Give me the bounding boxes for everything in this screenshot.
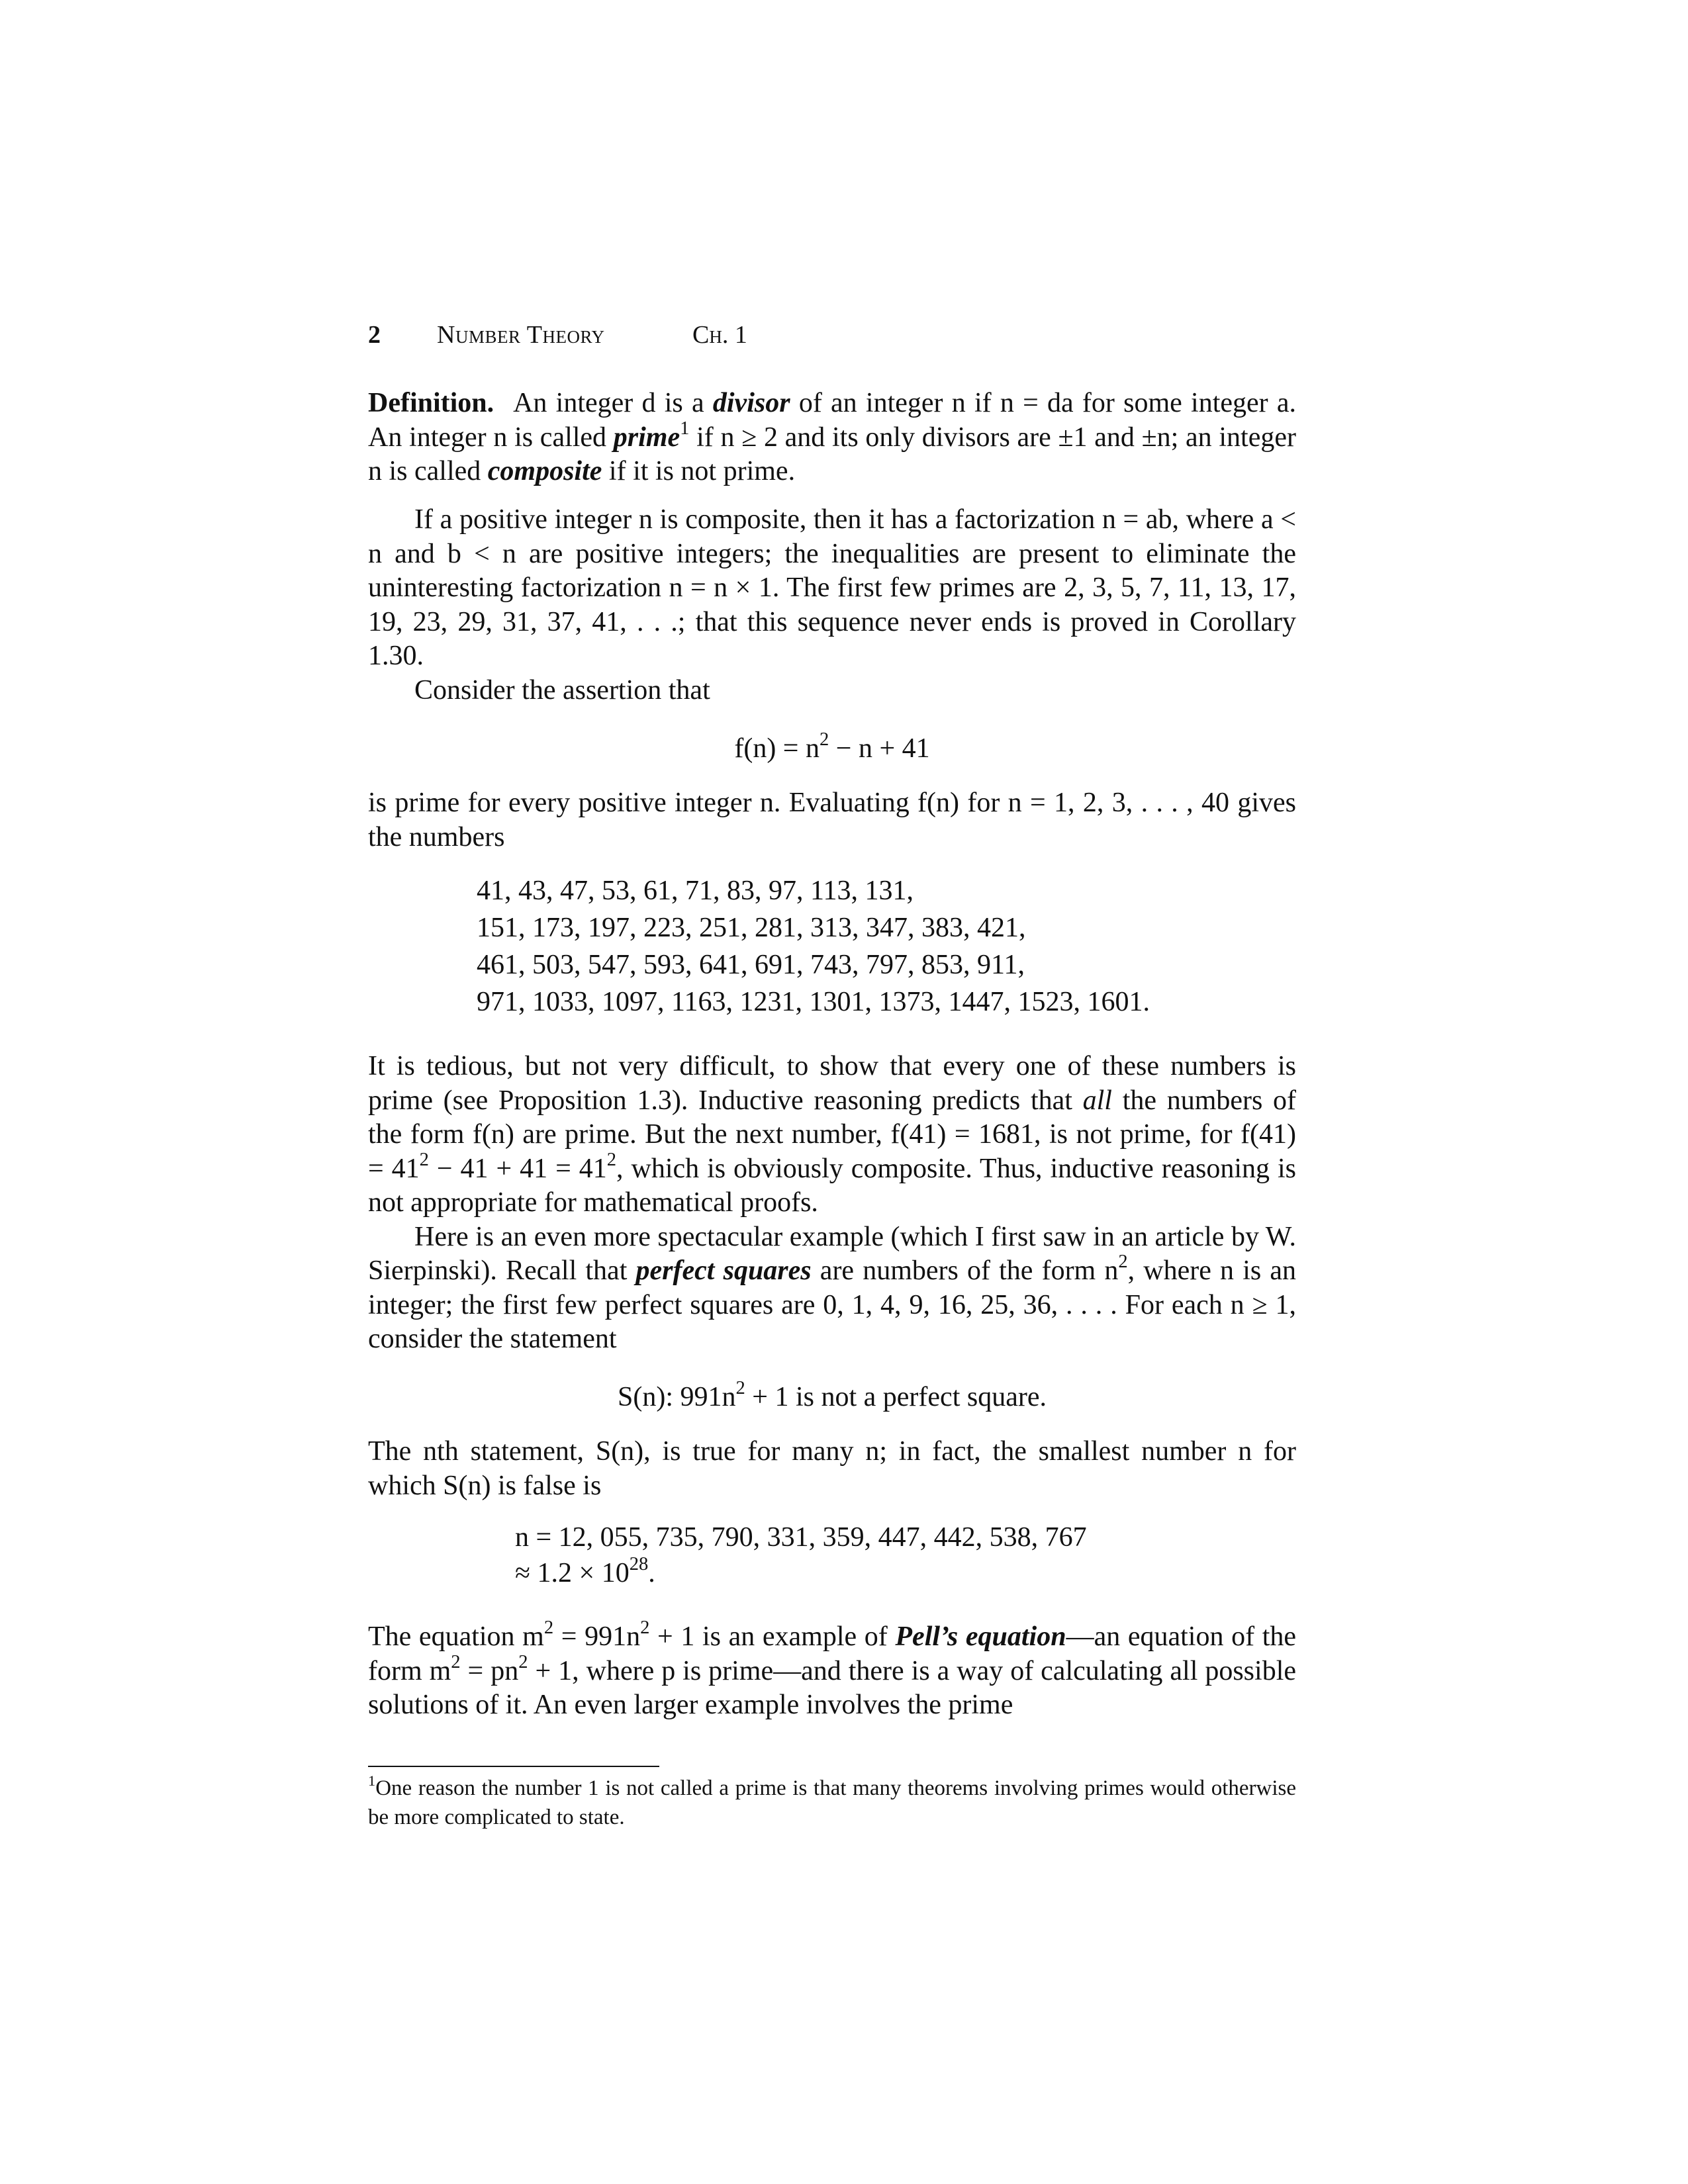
- pell-text-e: = pn: [460, 1655, 519, 1686]
- sierpinski-text-c: , where n is an integer; the first few perfect squares are 0, 1, 4, 9, 16, 25, 36, . . . . For each n ≥ 1, consider the statement: [368, 1255, 1296, 1354]
- term-prime: prime: [613, 422, 680, 453]
- exponent: 2: [735, 1378, 745, 1399]
- formula-f-exp: 2: [820, 729, 829, 751]
- exponent: 2: [543, 1617, 554, 1639]
- composite-paragraph: [368, 503, 1296, 707]
- exponent: 2: [451, 1651, 461, 1672]
- number-row: 971, 1033, 1097, 1163, 1231, 1301, 1373, 1447, 1523, 1601.: [477, 987, 1150, 1017]
- tedious-text-c: − 41 + 41 = 41: [428, 1153, 607, 1184]
- definition-paragraph: [368, 387, 1296, 489]
- tedious-text-a: It is tedious, but not very difficult, to show that every one of these numbers is prime (see Proposition 1.3). Inductive reasoning predicts that: [368, 1051, 1296, 1116]
- formula-f-lhs: f(n) = n: [734, 733, 820, 764]
- consider-text: Consider the assertion that: [414, 674, 710, 705]
- chapter-label: Ch. 1: [692, 321, 747, 349]
- big-number-line-2: ≈ 1.2 × 10: [515, 1558, 630, 1588]
- running-title: Number Theory: [437, 321, 605, 349]
- pell-text-c: + 1 is an example of: [649, 1621, 888, 1652]
- period: .: [648, 1558, 655, 1588]
- big-number-display: [515, 1520, 1087, 1591]
- footnote-text: One reason the number 1 is not called a prime is that many theorems involving primes would otherwise be more complicated to state.: [368, 1776, 1296, 1829]
- exponent: 2: [640, 1617, 650, 1639]
- exponent: 2: [606, 1149, 617, 1170]
- number-row: 151, 173, 197, 223, 251, 281, 313, 347, 383, 421,: [477, 913, 1026, 943]
- sierpinski-text-b: are numbers of the form n: [820, 1255, 1119, 1286]
- pell-text-a: The equation m: [368, 1621, 544, 1652]
- tedious-text-b: the numbers of the form f(n) are prime. But the next number, f(41) = 1681, is not prime, for f(41) = 41: [368, 1085, 1297, 1184]
- nth-paragraph: [368, 1435, 1296, 1503]
- big-number-line-1: n = 12, 055, 735, 790, 331, 359, 447, 442, 538, 767: [515, 1522, 1087, 1553]
- exponent: 28: [629, 1554, 649, 1575]
- definition-label: Definition.: [368, 388, 494, 418]
- page-number: 2: [368, 321, 381, 349]
- term-pells-equation: Pell’s equation: [895, 1621, 1066, 1652]
- formula-f-rhs: − n + 41: [829, 733, 930, 764]
- term-perfect-squares: perfect squares: [635, 1255, 812, 1286]
- definition-text-1: An integer d is a: [513, 388, 704, 418]
- term-composite: composite: [487, 456, 602, 486]
- statement-s-lhs: S(n): 991n: [618, 1382, 736, 1412]
- footnote-rule: [368, 1766, 659, 1767]
- statement-s-rhs: + 1 is not a perfect square.: [745, 1382, 1047, 1412]
- term-divisor: divisor: [712, 388, 790, 418]
- pell-text-f: + 1, where p is prime—and there is a way of calculating all possible solutions of it. An even larger example involves the prime: [368, 1655, 1297, 1720]
- pell-paragraph: [368, 1617, 1297, 1723]
- statement-s: [368, 1378, 1296, 1415]
- tedious-text-d: , which is obviously composite. Thus, inductive reasoning is not appropriate for mathematical proofs.: [368, 1153, 1296, 1218]
- exponent: 2: [419, 1149, 429, 1170]
- definition-text-2: of an integer n if n = da for some integer a. An integer n is called: [368, 388, 1297, 453]
- is-prime-text: is prime for every positive integer n. Evaluating f(n) for n = 1, 2, 3, . . . , 40 gives the numbers: [368, 788, 1296, 852]
- pell-text-b: = 991n: [553, 1621, 641, 1652]
- formula-f: [368, 729, 1296, 766]
- composite-text: If a positive integer n is composite, then it has a factorization n = ab, where a < n and b < n are positive integers; the inequalities are present to eliminate the uninteresting factorization n = n × 1. The first few primes are 2, 3, 5, 7, 11, 13, 17, 19, 23, 29, 31, 37, 41, . . .; that this sequence never ends is proved in Corollary 1.30.: [368, 504, 1296, 671]
- sierpinski-paragraph: [368, 1220, 1296, 1357]
- number-list: [477, 872, 1150, 1021]
- exponent: 2: [518, 1651, 528, 1672]
- exponent: 2: [1118, 1251, 1128, 1273]
- footnote-marker: 1: [680, 418, 690, 439]
- sierpinski-text-a: Here is an even more spectacular example (which I first saw in an article by W. Sierpinski). Recall that: [368, 1221, 1296, 1286]
- running-header: [368, 320, 1296, 355]
- nth-text: The nth statement, S(n), is true for many n; in fact, the smallest number n for which S(n) is false is: [368, 1436, 1296, 1501]
- footnote-mark: 1: [368, 1772, 376, 1789]
- definition-text-3: if n ≥ 2 and its only divisors are ±1 and ±n; an integer n is called: [368, 422, 1297, 486]
- emphasis-all: all: [1082, 1085, 1112, 1116]
- definition-text-4: if it is not prime.: [608, 456, 796, 486]
- number-row: 41, 43, 47, 53, 61, 71, 83, 97, 113, 131,: [477, 876, 914, 906]
- footnote: [368, 1774, 1296, 1832]
- is-prime-paragraph: [368, 786, 1296, 854]
- tedious-paragraph: [368, 1050, 1296, 1357]
- number-row: 461, 503, 547, 593, 641, 691, 743, 797, 853, 911,: [477, 950, 1025, 980]
- pell-text-d: —an equation of the form m: [368, 1621, 1297, 1686]
